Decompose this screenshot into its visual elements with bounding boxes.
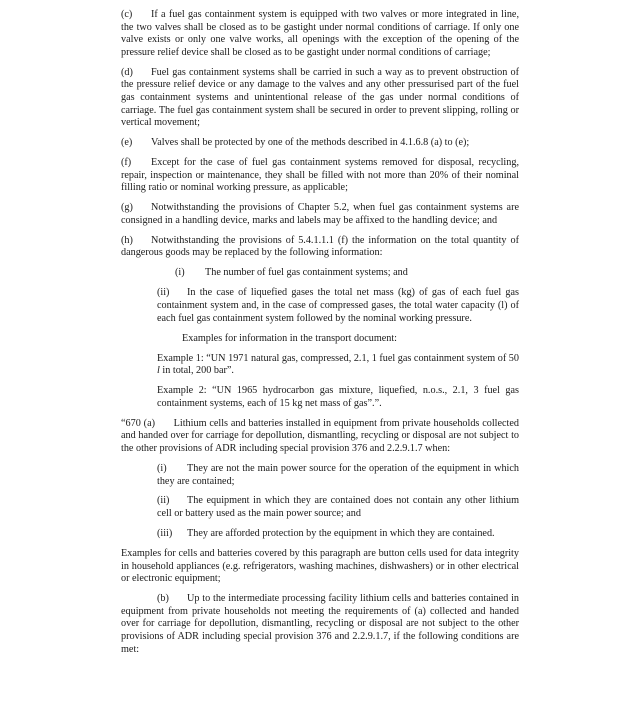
subitem-text: The equipment in which they are contained does not contain any other lithium cell or battery used as the main power source; and — [157, 495, 519, 520]
example-1-text: Example 1: “UN 1971 natural gas, compressed, 2.1, 1 fuel gas containment system of 50 — [157, 352, 519, 364]
subitem-h-ii — [157, 287, 519, 325]
paragraph-text: Notwithstanding the provisions of Chapter 5.2, when fuel gas containment systems are consigned in a handling device, marks and labels may be affixed to the handling device; and — [121, 202, 519, 226]
paragraph-label: (h) — [121, 234, 133, 246]
paragraph-label: (f) — [121, 157, 132, 169]
paragraph-text: Notwithstanding the provisions of 5.4.1.1.1 (f) the information on the total quantity of dangerous goods may be replaced by the following information: — [121, 234, 519, 259]
paragraph-label: (b) — [157, 593, 169, 605]
paragraph-text: Lithium cells and batteries installed in equipment from private households collected and handed over for carriage for depollution, dismantling, recycling or disposal are not subject to the other provisions of ADR including special provision 376 and 2.2.9.1.7 when: — [121, 417, 520, 454]
examples-intro: Examples for information in the transport document: — [182, 332, 398, 344]
subitem-label: (i) — [157, 462, 167, 474]
paragraph-label: (c) — [121, 9, 133, 20]
paragraph-text: If a fuel gas containment system is equipped with two valves or more integrated in line, the two valves shall be closed as to be gastight under normal conditions of carriage. If only one valve exists or only one valve works, all openings with the exception of the opening of the pressure relief device shall be closed as to be gastight under normal conditions of carriage; — [121, 9, 519, 58]
paragraph-text: Fuel gas containment systems shall be carried in such a way as to prevent obstruction of the pressure relief device or any damage to the valves and any other pressurised part of the fuel gas containment systems and unintentional release of the gas under normal conditions of carriage. The fuel gas containment system shall be secured in order to prevent slipping, rolling or vertical movement; — [121, 66, 519, 129]
litre-unit: l — [157, 365, 160, 377]
subitem-label: (iii) — [157, 528, 173, 540]
paragraph-c — [121, 9, 519, 59]
examples-paragraph: Examples for cells and batteries covered by this paragraph are button cells used for data integrity in household appliances (e.g. refrigerators, washing machines, dishwashers) or in other electrical or electronic equipment; — [121, 548, 519, 585]
paragraph-d — [121, 67, 519, 130]
subitem-670-ii — [157, 495, 519, 520]
subitem-label: (ii) — [157, 495, 170, 507]
subitem-h-i — [175, 267, 519, 280]
subitem-text: The number of fuel gas containment systems; and — [205, 267, 408, 279]
subitem-670-i — [157, 463, 519, 488]
paragraph-label: (a) — [143, 417, 155, 429]
paragraph-text: Except for the case of fuel gas containment systems removed for disposal, recycling, repair, inspection or maintenance, they shall be filled with not more than 20% of their nominal filling ratio or nominal working pressure, as applicable; — [121, 157, 519, 194]
paragraph-text: Valves shall be protected by one of the methods described in 4.1.6.8 (a) to (e); — [151, 137, 470, 149]
subitem-label: (i) — [175, 267, 185, 279]
paragraph-e — [121, 137, 519, 150]
subitem-670-iii — [157, 528, 519, 541]
paragraph-h — [121, 235, 519, 260]
subitem-text: In the case of liquefied gases the total net mass (kg) of gas of each fuel gas containment system and, in the case of compressed gases, the total water capacity (l) of each fuel gas containment system followed by the nominal working pressure. — [157, 287, 519, 324]
example-2: Example 2: “UN 1965 hydrocarbon gas mixture, liquefied, n.o.s., 2.1, 3 fuel gas containment systems, each of 15 kg net mass of gas”.”. — [157, 385, 519, 409]
example-1 — [157, 353, 519, 378]
document-page — [121, 9, 519, 664]
subitem-text: They are afforded protection by the equipment in which they are contained. — [187, 528, 495, 540]
paragraph-label: (d) — [121, 66, 133, 78]
paragraph-label: (g) — [121, 202, 133, 214]
subitem-label: (ii) — [157, 287, 170, 299]
special-provision-670-b — [121, 593, 519, 656]
provision-number: “670 — [121, 417, 141, 429]
paragraph-label: (e) — [121, 137, 133, 149]
example-1-text-end: in total, 200 bar”. — [159, 365, 234, 377]
subitem-text: They are not the main power source for the operation of the equipment in which they are contained; — [157, 462, 519, 487]
paragraph-text: Up to the intermediate processing facility lithium cells and batteries contained in equipment from private households not meeting the requirements of (a) collected and handed over for carriage for depollution, dismantling, recycling or disposal are not subject to the other provisions of ADR including special provision 376 and 2.2.9.1.7, if the following conditions are met: — [121, 593, 519, 655]
paragraph-g — [121, 202, 519, 227]
special-provision-670-a — [121, 418, 519, 456]
paragraph-f — [121, 157, 519, 195]
